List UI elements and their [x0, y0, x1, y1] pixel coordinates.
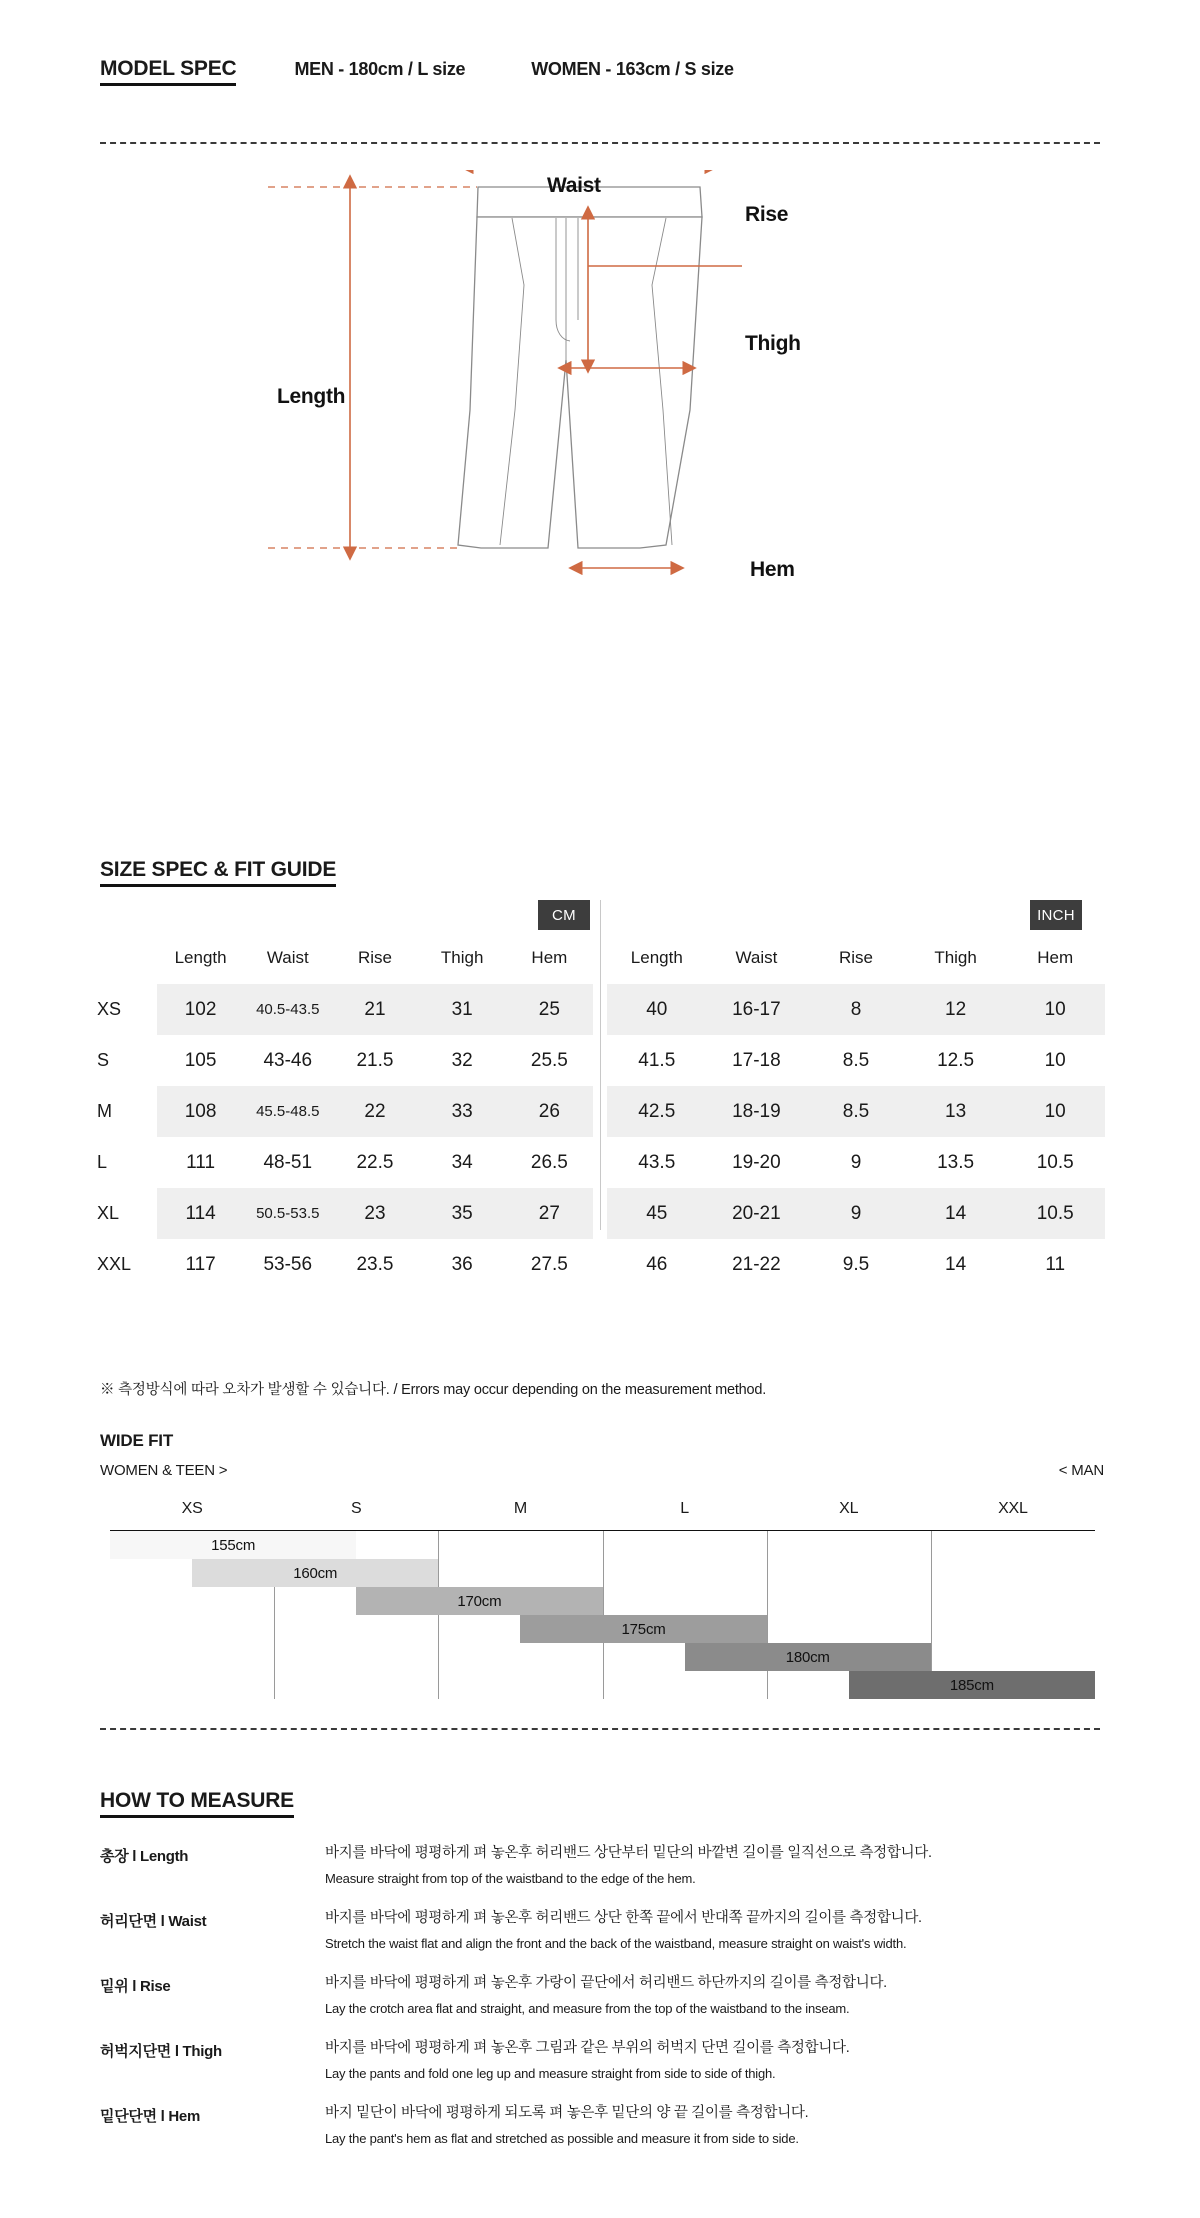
- table-row: [95, 1239, 593, 1290]
- column-header-waist: Waist: [735, 948, 778, 967]
- column-header-hem: Hem: [1037, 948, 1074, 967]
- table-cell: 53-56: [263, 1253, 313, 1275]
- hem-label: Hem: [750, 558, 795, 581]
- measure-term: 허리단면 l Waist: [100, 1913, 207, 1930]
- table-row: [95, 1035, 593, 1086]
- fit-bar-l: 175cm: [520, 1615, 766, 1643]
- table-cell: 10.5: [1005, 1188, 1105, 1239]
- table-cell: 21.5: [356, 1049, 394, 1071]
- table-cell: 9.5: [842, 1253, 870, 1275]
- table-cell: 14: [906, 1188, 1006, 1239]
- table-cell: 32: [451, 1049, 473, 1071]
- measure-description-en: Lay the pant's hem as flat and stretched as possible and measure it from side to side.: [325, 2131, 799, 2147]
- table-row: [95, 1086, 593, 1137]
- measure-instruction-row: [0, 2105, 1200, 2170]
- table-cell: 8: [806, 984, 906, 1035]
- table-row: [607, 1035, 1105, 1086]
- table-cell: 50.5-53.5: [244, 1188, 331, 1239]
- size-table-inch: [607, 948, 1105, 1290]
- table-cell: 45.5-48.5: [244, 1086, 331, 1137]
- column-header-thigh: Thigh: [440, 948, 484, 967]
- thigh-label: Thigh: [745, 332, 801, 355]
- table-cell: 11: [1045, 1253, 1066, 1275]
- table-cell: 43-46: [263, 1049, 313, 1071]
- table-row: [607, 984, 1105, 1035]
- table-row: [607, 1239, 1105, 1290]
- row-header-size: L: [97, 1152, 108, 1172]
- column-header-rise: Rise: [357, 948, 392, 967]
- fit-chart-header-xxl: XXL: [998, 1500, 1028, 1517]
- table-cell: 41.5: [638, 1049, 676, 1071]
- column-header-length: Length: [174, 948, 227, 967]
- table-cell: 12: [906, 984, 1006, 1035]
- table-cell: 27.5: [530, 1253, 568, 1275]
- fit-guide-chart: [110, 1500, 1095, 1700]
- column-header-thigh: Thigh: [934, 948, 977, 967]
- table-cell: 31: [419, 984, 506, 1035]
- table-cell: 22.5: [356, 1151, 394, 1173]
- table-cell: 35: [419, 1188, 506, 1239]
- measure-description-kr: 바지를 바닥에 평평하게 펴 놓온후 허리밴드 상단 한쪽 끝에서 반대쪽 끝까지의 길이를 측정합니다.: [325, 1910, 922, 1926]
- table-cell: 102: [157, 984, 244, 1035]
- column-header-length: Length: [630, 948, 683, 967]
- table-cell: 108: [157, 1086, 244, 1137]
- table-row: [95, 984, 593, 1035]
- table-cell: 111: [186, 1151, 216, 1173]
- table-cell: 27: [506, 1188, 593, 1239]
- table-cell: 45: [607, 1188, 707, 1239]
- measure-description: [325, 1845, 932, 1887]
- measure-instruction-row: [0, 1975, 1200, 2040]
- how-to-measure-title: HOW TO MEASURE: [100, 1790, 294, 1818]
- table-cell: 10: [1005, 1086, 1105, 1137]
- length-label: Length: [277, 385, 346, 408]
- size-table-cm: [95, 948, 593, 1290]
- fit-bar-s: 160cm: [192, 1559, 438, 1587]
- table-cell: 19-20: [732, 1151, 781, 1173]
- table-cell: 46: [646, 1253, 668, 1275]
- table-cell: 25: [506, 984, 593, 1035]
- wide-fit-title: WIDE FIT: [100, 1431, 173, 1450]
- table-cell: 21-22: [732, 1253, 781, 1275]
- measure-description-kr: 바지를 바닥에 평평하게 펴 놓온후 그림과 같은 부위의 허벅지 단면 길이를 측정합니다.: [325, 2040, 850, 2056]
- table-cell: 18-19: [707, 1086, 807, 1137]
- row-header-size: XL: [97, 1203, 120, 1223]
- measure-term: 허벅지단면 l Thigh: [100, 2043, 222, 2060]
- model-spec-men: MEN - 180cm / L size: [294, 59, 466, 79]
- table-cell: 114: [157, 1188, 244, 1239]
- table-cell: 8.5: [842, 1049, 870, 1071]
- table-cell: 117: [185, 1253, 216, 1275]
- fit-bar-xl: 180cm: [685, 1643, 931, 1671]
- table-cell: 9: [850, 1151, 862, 1173]
- table-cell: 40: [607, 984, 707, 1035]
- table-row: [607, 1188, 1105, 1239]
- table-cell: 13.5: [937, 1151, 975, 1173]
- column-header-waist: Waist: [266, 948, 309, 967]
- table-header-row: [95, 948, 593, 984]
- table-cell: 105: [184, 1049, 217, 1071]
- fit-chart-plot: [110, 1530, 1095, 1698]
- table-row: [607, 1086, 1105, 1137]
- table-cell: 26.5: [530, 1151, 568, 1173]
- row-header-size: XS: [97, 999, 122, 1019]
- table-cell: 10.5: [1036, 1151, 1074, 1173]
- measure-description-kr: 바지 밑단이 바닥에 평평하게 되도록 펴 놓은후 밑단의 양 끝 길이를 측정합니다.: [325, 2105, 809, 2121]
- table-cell: 48-51: [263, 1151, 313, 1173]
- size-tables: [95, 948, 1105, 1290]
- table-cell: 17-18: [732, 1049, 781, 1071]
- table-row: [95, 1188, 593, 1239]
- table-cell: 33: [419, 1086, 506, 1137]
- fit-chart-size-headers: [110, 1500, 1095, 1528]
- fit-chart-header-xl: XL: [839, 1500, 859, 1517]
- table-cell: 22: [331, 1086, 418, 1137]
- table-cell: 21: [331, 984, 418, 1035]
- table-cell: 9: [806, 1188, 906, 1239]
- table-cell: 10: [1005, 984, 1105, 1035]
- pants-measurement-diagram: [0, 170, 1200, 600]
- measure-description: [325, 2040, 850, 2082]
- divider-dashed-bottom: [100, 1728, 1100, 1730]
- divider-dashed-top: [100, 142, 1100, 144]
- measure-instruction-row: [0, 1845, 1200, 1910]
- table-cell: 23.5: [356, 1253, 394, 1275]
- table-cell: 34: [451, 1151, 473, 1173]
- measure-description: [325, 1910, 922, 1952]
- fit-chart-header-s: S: [351, 1500, 362, 1517]
- size-spec-title: SIZE SPEC & FIT GUIDE: [100, 859, 336, 887]
- table-corner-cell: [95, 948, 157, 984]
- column-header-hem: Hem: [531, 948, 568, 967]
- table-cell: 12.5: [937, 1049, 975, 1071]
- table-cell: 23: [331, 1188, 418, 1239]
- table-row: [607, 1137, 1105, 1188]
- wide-fit-left-label: WOMEN & TEEN >: [100, 1462, 228, 1479]
- table-cell: 43.5: [638, 1151, 676, 1173]
- column-header-rise: Rise: [838, 948, 873, 967]
- table-cell: 26: [506, 1086, 593, 1137]
- table-divider: [593, 948, 607, 1290]
- measure-instruction-row: [0, 1910, 1200, 1975]
- measure-term: 밑단단면 l Hem: [100, 2108, 200, 2125]
- measure-description-kr: 바지를 바닥에 평평하게 펴 놓온후 허리밴드 상단부터 밑단의 바깥변 길이를 일직선으로 측정합니다.: [325, 1845, 932, 1861]
- measure-description-en: Lay the crotch area flat and straight, and measure from the top of the waistband to the inseam.: [325, 2001, 850, 2017]
- fit-bar-xxl: 185cm: [849, 1671, 1095, 1699]
- unit-badge-cm: CM: [538, 900, 590, 930]
- measure-description-en: Measure straight from top of the waistband to the edge of the hem.: [325, 1871, 696, 1887]
- fit-bar-m: 170cm: [356, 1587, 602, 1615]
- measure-term: 밑위 l Rise: [100, 1978, 171, 1995]
- wide-fit-right-label: < MAN: [1058, 1462, 1104, 1479]
- table-header-row: [607, 948, 1105, 984]
- table-cell: 40.5-43.5: [244, 984, 331, 1035]
- row-header-size: M: [97, 1101, 112, 1121]
- measure-description: [325, 2105, 808, 2147]
- fit-chart-header-xs: XS: [181, 1500, 203, 1517]
- fit-chart-gridline: [438, 1531, 439, 1699]
- measure-description: [325, 1975, 887, 2017]
- rise-label: Rise: [745, 203, 789, 226]
- row-header-size: S: [97, 1050, 110, 1070]
- fit-chart-header-m: M: [513, 1500, 527, 1517]
- model-spec-women: WOMEN - 163cm / S size: [531, 59, 734, 79]
- measure-instruction-row: [0, 2040, 1200, 2105]
- fit-chart-gridline: [767, 1531, 768, 1699]
- table-cell: 16-17: [707, 984, 807, 1035]
- measure-description-kr: 바지를 바닥에 평평하게 펴 놓온후 가랑이 끝단에서 허리밴드 하단까지의 길이를 측정합니다.: [325, 1975, 887, 1991]
- row-header-size: XXL: [97, 1254, 132, 1274]
- table-cell: 10: [1044, 1049, 1066, 1071]
- table-cell: 8.5: [806, 1086, 906, 1137]
- model-spec-title: MODEL SPEC: [100, 58, 236, 86]
- measure-description-en: Lay the pants and fold one leg up and measure straight from side to side of thigh.: [325, 2066, 776, 2082]
- model-spec-section: [100, 58, 734, 86]
- measure-term: 총장 l Length: [100, 1848, 189, 1865]
- fit-bar-xs: 155cm: [110, 1531, 356, 1559]
- table-cell: 42.5: [607, 1086, 707, 1137]
- table-row: [95, 1137, 593, 1188]
- how-to-measure-list: [0, 1845, 1200, 2170]
- pants-illustration-svg: [0, 170, 1200, 600]
- table-cell: 20-21: [707, 1188, 807, 1239]
- table-cell: 36: [451, 1253, 473, 1275]
- table-cell: 25.5: [530, 1049, 568, 1071]
- table-cell: 13: [906, 1086, 1006, 1137]
- measure-description-en: Stretch the waist flat and align the front and the back of the waistband, measure straight on waist's width.: [325, 1936, 907, 1952]
- unit-badge-inch: INCH: [1030, 900, 1082, 930]
- measurement-note: ※ 측정방식에 따라 오차가 발생할 수 있습니다. / Errors may occur depending on the measurement method.: [100, 1382, 767, 1398]
- waist-label: Waist: [547, 174, 601, 197]
- fit-chart-header-l: L: [680, 1500, 689, 1517]
- table-cell: 14: [945, 1253, 967, 1275]
